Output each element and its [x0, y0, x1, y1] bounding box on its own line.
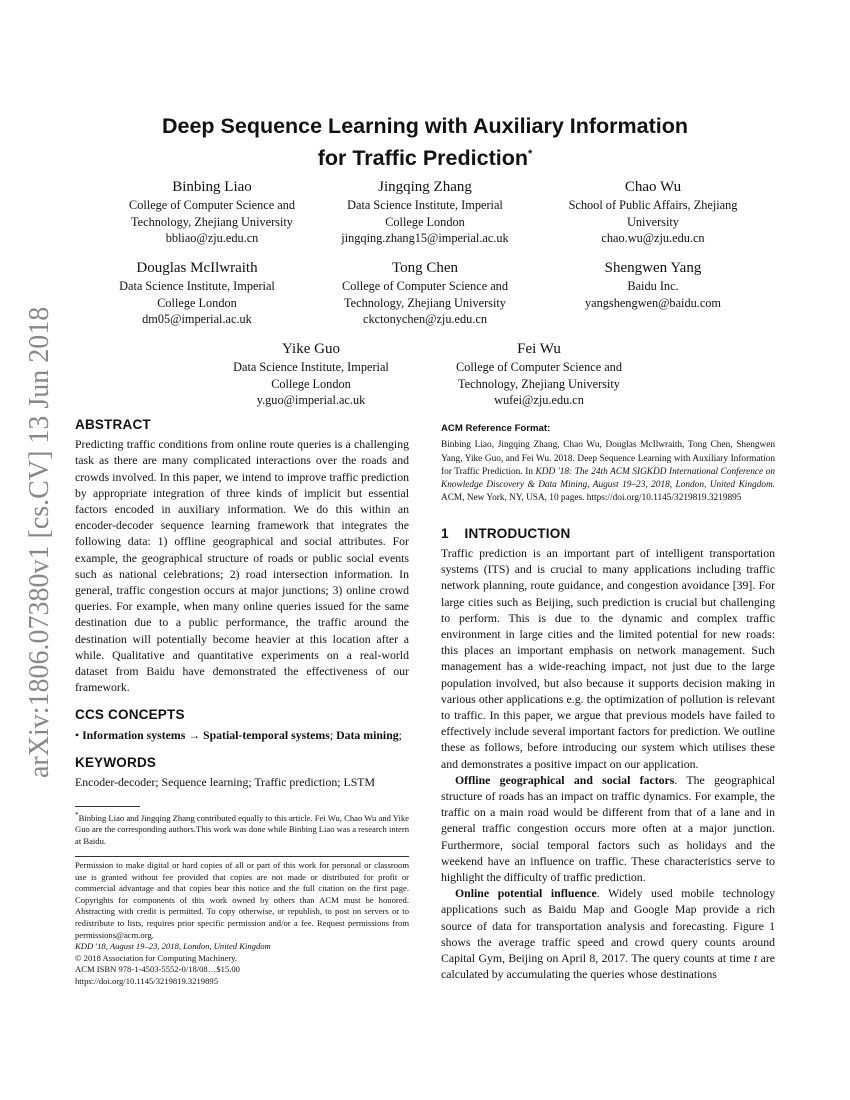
author-email[interactable]: wufei@zju.edu.cn [494, 393, 584, 407]
permission-block [75, 860, 409, 988]
reference-authors: Binbing Liao, Jingqing Zhang, Chao Wu, Douglas McIlwraith, Tong Chen, Shengwen Yang, Yike Guo, and Fei Wu. 2018. Deep Sequence Learning with Auxiliary Information for Traffic Prediction. In [441, 440, 775, 477]
author-name: Shengwen Yang [604, 260, 702, 276]
author-affiliation: College London [385, 214, 465, 229]
title-footnote-mark: * [527, 148, 533, 160]
paragraph-lead: Online potential influence [455, 886, 597, 901]
ccs-term: Information systems [82, 727, 186, 742]
paragraph-body: are calculated by accumulating the queries whose destinations [441, 950, 775, 982]
author-affiliation: Data Science Institute, Imperial [347, 198, 503, 212]
author-block [305, 177, 545, 247]
intro-paragraph: Traffic prediction is an important part of intelligent transportation systems (ITS) and is crucial to many applications including traffic network planning, route guidance, and congestion avoidance [39]. For large cities such as Beijing, such prediction is crucial but challenging to perform. This is due to the dynamic and complex traffic environment in large cities and the limited potential for new roads: this places an important emphasis on network management. Such management has a wide-reaching impact, not just due to the large population involved, but also because it supports decision making in various other applications e.g. the optimization of pollution is relevant to traffic. In this paper, we argue that previous models have failed to effectively include several important factors for prediction. We outline these as follows, before introducing our system which utilises these and demonstrates a positive impact on our application. [441, 545, 775, 771]
right-column [441, 421, 775, 982]
author-affiliation: Baidu Inc. [627, 279, 679, 293]
reference-publisher: ACM, New York, NY, USA, 10 pages. https://doi.org/10.1145/3219819.3219895 [441, 493, 742, 504]
ccs-bullet: • [75, 727, 80, 742]
ccs-concepts [75, 727, 409, 743]
author-email[interactable]: jingqing.zhang15@imperial.ac.uk [341, 231, 509, 245]
title-line-2: for Traffic Prediction [317, 146, 528, 171]
author-block [77, 258, 317, 328]
footnote [75, 810, 409, 848]
ccs-separator: ; [329, 727, 334, 742]
title-line-1: Deep Sequence Learning with Auxiliary Information [161, 114, 689, 138]
author-affiliation: University [627, 214, 679, 229]
paragraph-body: . The geographical structure of roads has an impact on traffic dynamics. For example, the traffic on a main road would be different from that of a lane and in general traffic congestion occurs more often at a major junction. Furthermore, social temporal factors such as holidays and the weekend have an influence on traffic. These characteristics serve to highlight the difficulty of traffic prediction. [441, 772, 775, 884]
author-name: Chao Wu [624, 179, 682, 195]
author-affiliation: College of Computer Science and [456, 360, 622, 374]
intro-paragraph [441, 772, 775, 885]
ccs-term: Spatial-temporal systems [203, 727, 330, 742]
math-variable: t [753, 950, 758, 965]
author-name: Douglas McIlwraith [136, 260, 258, 276]
author-name: Binbing Liao [172, 179, 252, 195]
author-email[interactable]: yangshengwen@baidu.com [585, 295, 721, 310]
author-affiliation: College of Computer Science and [129, 198, 295, 212]
author-name: Yike Guo [282, 341, 340, 357]
author-block [191, 339, 431, 409]
author-block [419, 339, 659, 409]
author-affiliation: Technology, Zhejiang University [458, 376, 620, 391]
author-email[interactable]: ckctonychen@zju.edu.cn [363, 312, 487, 326]
keywords-text: Encoder-decoder; Sequence learning; Traffic prediction; LSTM [75, 775, 375, 790]
author-affiliation: Data Science Institute, Imperial [233, 360, 389, 374]
author-block [305, 258, 545, 328]
author-affiliation: Technology, Zhejiang University [131, 214, 293, 229]
arxiv-identifier: arXiv:1806.07380v1 [cs.CV] 13 Jun 2018 [24, 306, 55, 778]
ccs-term: Data mining [336, 727, 399, 742]
author-name: Fei Wu [517, 341, 561, 357]
introduction-heading: 1 INTRODUCTION [441, 525, 571, 541]
paragraph-body: . Widely used mobile technology applications such as Baidu Map and Google Map provide a rich source of data for transportation analysis and forecasting. Figure 1 shows the average traffic speed and crowd query counts around Capital Gym, Beijing on April 8, 2017. The query counts at time [441, 886, 775, 965]
paragraph-lead: Offline geographical and social factors [455, 772, 675, 787]
isbn: ACM ISBN 978-1-4503-5552-0/18/08…$15.00 [75, 964, 240, 975]
author-block [92, 177, 332, 247]
author-email[interactable]: dm05@imperial.ac.uk [142, 312, 252, 326]
acm-reference-heading: ACM Reference Format: [441, 423, 551, 434]
author-affiliation: Data Science Institute, Imperial [119, 279, 275, 293]
author-email[interactable]: y.guo@imperial.ac.uk [256, 393, 366, 407]
footnote-mark: * [75, 811, 79, 819]
author-affiliation: Technology, Zhejiang University [344, 295, 506, 310]
intro-paragraph [441, 885, 775, 982]
ccs-heading: CCS CONCEPTS [75, 707, 185, 723]
footnote-text: Binbing Liao and Jingqing Zhang contributed equally to this article. Fei Wu, Chao Wu and Yike Guo are the corresponding authors.This work was done while Binbing Liao was a research intern at Baidu. [75, 812, 409, 847]
abstract-heading: ABSTRACT [75, 417, 151, 432]
reference-venue: KDD '18: The 24th ACM SIGKDD International Conference on Knowledge Discovery & Data Mining, August 19–23, 2018, London, United Kingdom. [441, 466, 775, 491]
author-affiliation: College London [157, 295, 237, 310]
doi-link[interactable]: https://doi.org/10.1145/3219819.3219895 [75, 975, 218, 986]
paper-title [0, 112, 850, 172]
permission-text: Permission to make digital or hard copies of all or part of this work for personal or classroom use is granted without fee provided that copies are not made or distributed for profit or commercial advantage and that copies bear this notice and the full citation on the first page. Copyrights for components of this work owned by others than ACM must be honored. Abstracting with credit is permitted. To copy otherwise, or republish, to post on servers or to redistribute to lists, requires prior specific permission and/or a fee. Request permissions from permissions@acm.org. [75, 860, 409, 940]
copyright: © 2018 Association for Computing Machinery. [75, 952, 238, 963]
author-email[interactable]: chao.wu@zju.edu.cn [601, 231, 705, 245]
footnote-rule [75, 806, 140, 807]
author-name: Jingqing Zhang [378, 179, 472, 195]
author-affiliation: College of Computer Science and [342, 279, 508, 293]
author-affiliation: College London [271, 376, 351, 391]
abstract-text: Predicting traffic conditions from online route queries is a challenging task as there are many complicated interactions over the roads and crowds involved. In this paper, we intend to improve traffic prediction by appropriate integration of three kinds of implicit but essential factors encoded in auxiliary information. We do this within an encoder-decoder sequence learning framework that integrates the following data: 1) offline geographical and social attributes. For example, the geographical structure of roads or public social events such as national celebrations; 2) road intersection information. In general, traffic congestion occurs at major junctions; 3) online crowd queries. For example, when many online queries issued for the same destination due to a public performance, the traffic around the destination will potentially become heavier at this location after a while. Qualitative and quantitative experiments on a real-world dataset from Baidu have demonstrated the effectiveness of our framework. [75, 437, 409, 695]
ccs-arrow: → [188, 727, 201, 742]
keywords-heading: KEYWORDS [75, 754, 157, 770]
permission-rule [75, 856, 409, 857]
author-block [532, 258, 774, 311]
left-column [75, 417, 409, 790]
author-name: Tong Chen [391, 260, 459, 276]
author-affiliation: School of Public Affairs, Zhejiang [568, 198, 738, 212]
ccs-end: ; [398, 727, 402, 742]
conference-venue: KDD '18, August 19–23, 2018, London, United Kingdom [75, 941, 271, 952]
author-email[interactable]: bbliao@zju.edu.cn [165, 231, 259, 245]
author-block [532, 177, 774, 247]
acm-reference-text [441, 439, 775, 505]
